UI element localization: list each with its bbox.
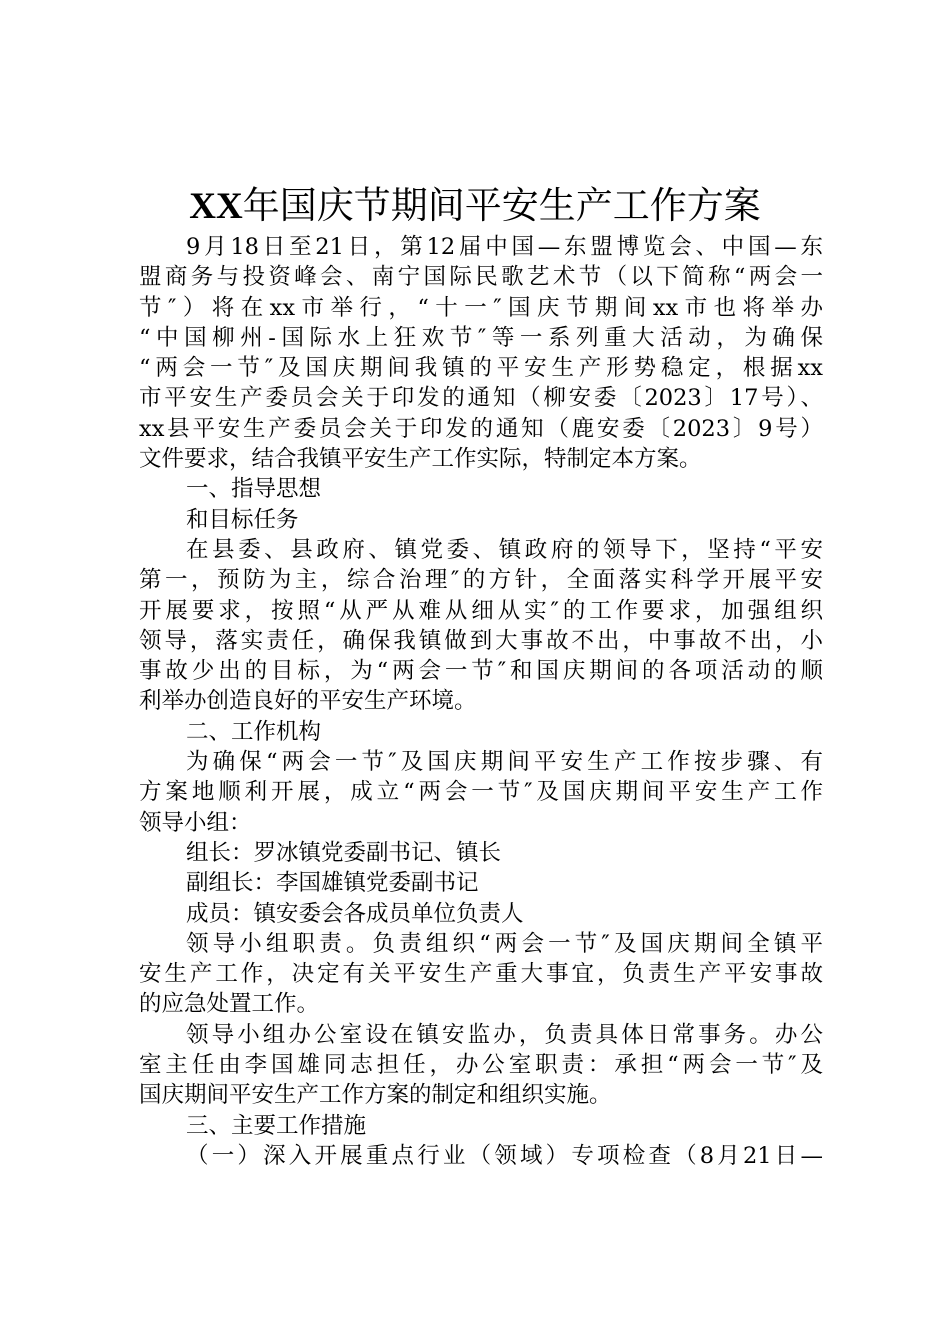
body-line: 副组长：李国雄镇党委副书记 (186, 870, 479, 897)
body-line: “两会一节″及国庆期间我镇的平安生产形势稳定，根据xx (139, 355, 823, 382)
body-line: 的应急处置工作。 (139, 991, 320, 1018)
body-line: 和目标任务 (186, 506, 299, 533)
body-line: 市平安生产委员会关于印发的通知（柳安委〔2023〕17号）、 (139, 385, 823, 412)
document-title (0, 184, 950, 229)
body-line: “中国柳州-国际水上狂欢节″等一系列重大活动，为确保 (139, 324, 823, 351)
body-line: 9月18日至21日，第12届中国—东盟博览会、中国—东 (186, 234, 823, 260)
body-line: 国庆期间平安生产工作方案的制定和组织实施。 (139, 1082, 612, 1109)
body-line: 领导小组办公室设在镇安监办，负责具体日常事务。办公 (186, 1021, 823, 1048)
title-text: 年国庆节期间平安生产工作方案 (242, 184, 761, 227)
document-body (139, 232, 823, 1171)
body-line: （一）深入开展重点行业（领域）专项检查（8月21日— (186, 1142, 823, 1169)
title-prefix: XX (189, 186, 243, 227)
body-line: 领导小组职责。负责组织“两会一节″及国庆期间全镇平 (186, 930, 823, 957)
body-line: 领导小组： (139, 809, 252, 836)
body-line: 组长：罗冰镇党委副书记、镇长 (186, 839, 502, 866)
body-line: 文件要求，结合我镇平安生产工作实际，特制定本方案。 (139, 446, 702, 473)
body-line: 成员：镇安委会各成员单位负责人 (186, 900, 524, 927)
body-line: 盟商务与投资峰会、南宁国际民歌艺术节（以下简称“两会一 (139, 264, 823, 291)
body-line: 领导，落实责任，确保我镇做到大事故不出，中事故不出，小 (139, 627, 823, 654)
body-line: 第一，预防为主，综合治理″的方针，全面落实科学开展平安 (139, 567, 823, 594)
body-line: xx县平安生产委员会关于印发的通知（鹿安委〔2023〕9号） (139, 415, 823, 442)
body-line: 节″）将在xx市举行，“十一″国庆节期间xx市也将举办 (139, 294, 823, 321)
body-line: 室主任由李国雄同志担任，办公室职责：承担“两会一节″及 (139, 1052, 823, 1079)
body-line: 利举办创造良好的平安生产环境。 (139, 688, 477, 715)
body-line: 二、工作机构 (186, 718, 322, 745)
body-line: 三、主要工作措施 (186, 1112, 367, 1139)
body-line: 在县委、县政府、镇党委、镇政府的领导下，坚持“平安 (186, 536, 823, 563)
body-line: 事故少出的目标，为“两会一节″和国庆期间的各项活动的顺 (139, 658, 823, 685)
body-line: 一、指导思想 (186, 476, 322, 503)
body-line: 方案地顺利开展，成立“两会一节″及国庆期间平安生产工作 (139, 779, 823, 806)
body-line: 为确保“两会一节″及国庆期间平安生产工作按步骤、有 (186, 749, 823, 776)
body-line: 开展要求，按照“从严从难从细从实″的工作要求，加强组织 (139, 597, 823, 624)
body-line: 安生产工作，决定有关平安生产重大事宜，负责生产平安事故 (139, 961, 823, 988)
